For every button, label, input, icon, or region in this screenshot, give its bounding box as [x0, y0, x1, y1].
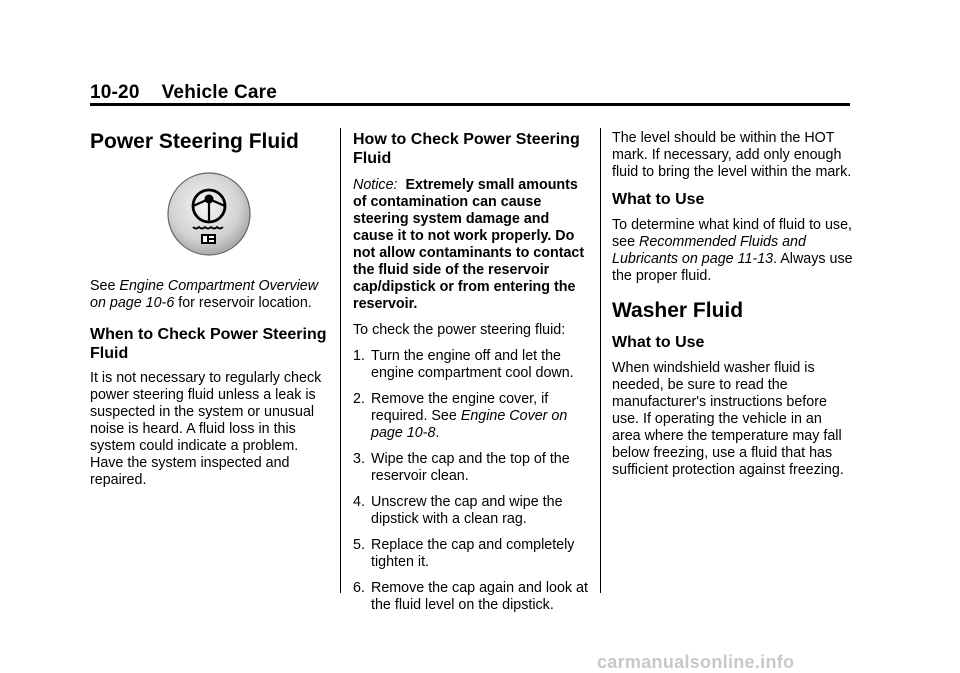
reservoir-location-text: See Engine Compartment Overview on page 10-6 for reservoir location. [90, 278, 319, 311]
check-steps-list [353, 348, 591, 614]
column-divider-1 [340, 128, 341, 593]
what-to-use-heading: What to Use [612, 191, 705, 208]
power-steering-fluid-heading: Power Steering Fluid [90, 130, 299, 153]
column-3 [612, 120, 854, 479]
watermark: carmanualsonline.info [597, 652, 795, 672]
washer-fluid-heading: Washer Fluid [612, 299, 744, 322]
how-to-check-heading: How to Check Power Steering Fluid [353, 131, 580, 167]
washer-fluid-body: When windshield washer fluid is needed, be sure to read the manufacturer's instructions before use. If operating the vehicle in an area where the temperature may fall below freezing, use a fluid that has sufficient protection against freezing. [612, 360, 844, 478]
header-rule [90, 103, 850, 106]
when-to-check-heading: When to Check Power Steering Fluid [90, 326, 327, 362]
washer-what-to-use-heading: What to Use [612, 334, 705, 351]
list-item: 3. Wipe the cap and the top of the reservoir clean. [353, 451, 570, 484]
check-intro: To check the power steering fluid: [353, 322, 566, 338]
notice-label: Notice: [353, 177, 398, 193]
list-item: 2. Remove the engine cover, if required. See Engine Cover on page 10-8. [353, 391, 568, 441]
when-to-check-body: It is not necessary to regularly check power steering fluid unless a leak is suspected in the system or unusual noise is heard. A fluid loss in this system could indicate a problem. Have the system inspected and repaired. [90, 370, 322, 488]
section-title: Vehicle Care [161, 82, 278, 103]
engine-compartment-link[interactable]: Engine Compartment Overview on page 10-6 [90, 278, 319, 311]
column-divider-2 [600, 128, 601, 593]
notice-text: Notice: Extremely small amounts of contamination can cause steering system damage and cause it to not work properly. Do not allow contaminants to contact the fluid side of the reservoir cap/dipstick or from entering the reservoir. [353, 177, 585, 312]
what-to-use-body: To determine what kind of fluid to use, see Recommended Fluids and Lubricants on page 11-13. Always use the proper fluid. [612, 217, 853, 284]
list-item: 6. Remove the cap again and look at the fluid level on the dipstick. [353, 580, 588, 613]
power-steering-fluid-icon [166, 171, 252, 257]
column-1 [90, 120, 328, 489]
engine-cover-link[interactable]: Engine Cover on page 10-8 [371, 408, 568, 441]
level-text: The level should be within the HOT mark. If necessary, add only enough fluid to bring the level within the mark. [612, 130, 852, 180]
page-header [90, 82, 277, 104]
column-2 [353, 120, 591, 614]
page-number: 10-20 [90, 82, 140, 103]
list-item: 5. Replace the cap and completely tighten it. [353, 537, 575, 570]
list-item: 4. Unscrew the cap and wipe the dipstick with a clean rag. [353, 494, 563, 527]
recommended-fluids-link[interactable]: Recommended Fluids and Lubricants on page 11-13 [612, 234, 806, 267]
list-item: 1. Turn the engine off and let the engine compartment cool down. [353, 348, 574, 381]
